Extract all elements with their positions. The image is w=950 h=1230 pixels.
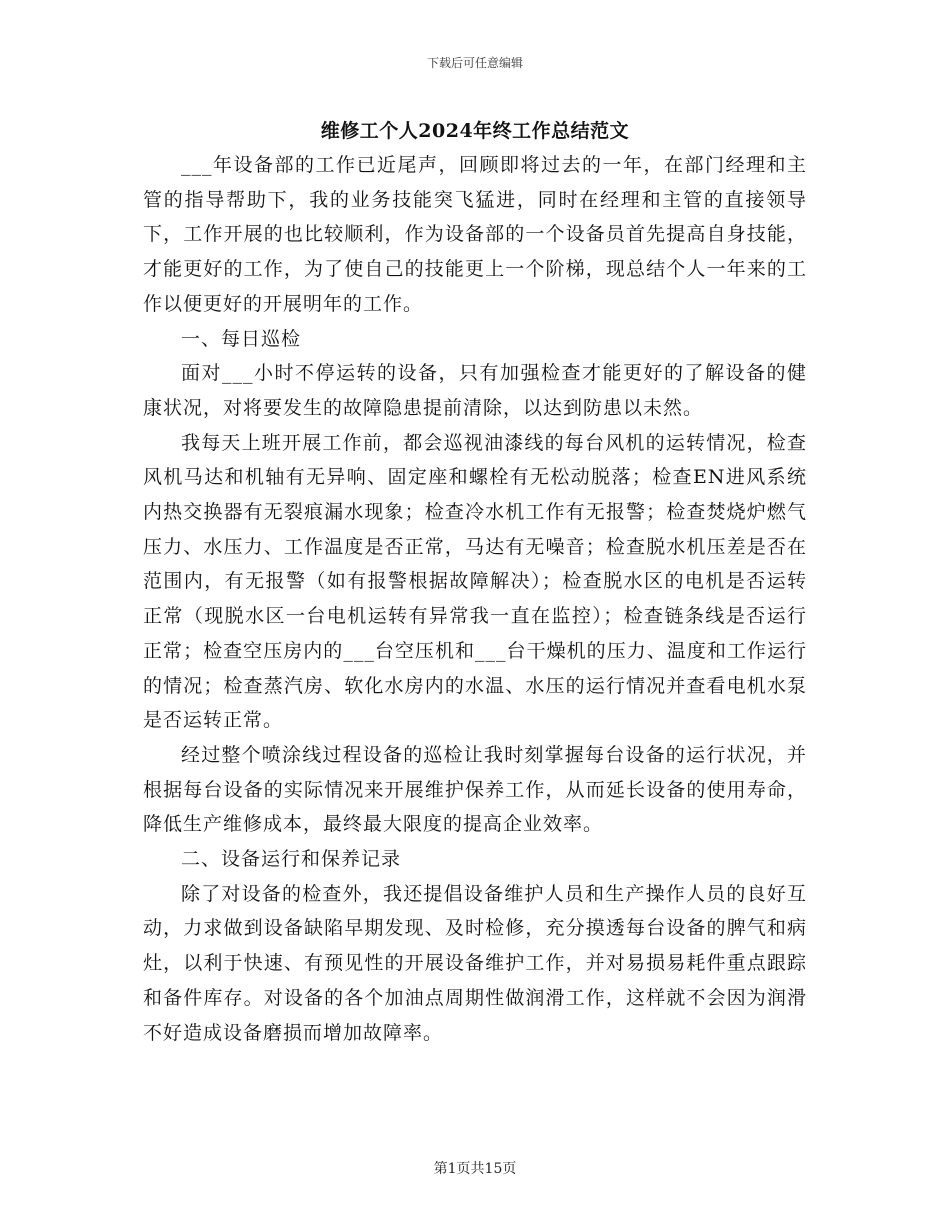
page-header-note: 下载后可任意编辑	[426, 56, 523, 70]
section-heading-daily-inspection: 一、每日巡检	[181, 327, 302, 350]
paragraph: 除了对设备的检查外，我还提倡设备维护人员和生产操作人员的良好互动，力求做到设备缺陷早期发现、及时检修，充分摸透每台设备的脾气和病灶，以利于快速、有预见性的开展设备维护工作，并对易损易耗件重点跟踪和备件库存。对设备的各个加油点周期性做润滑工作，这样就不会因为润滑不好造成设备磨损而增加故障率。	[143, 882, 807, 1044]
paragraph: 面对___小时不停运转的设备，只有加强检查才能更好的了解设备的健康状况，对将要发生的故障隐患提前清除，以达到防患以未然。	[143, 362, 807, 419]
paragraph-intro: ___年设备部的工作已近尾声，回顾即将过去的一年，在部门经理和主管的指导帮助下，我的业务技能突飞猛进，同时在经理和主管的直接领导下，工作开展的也比较顺利，作为设备部的一个设备员首先提高自身技能，才能更好的工作，为了使自己的技能更上一个阶梯，现总结个人一年来的工作以便更好的开展明年的工作。	[143, 154, 807, 315]
page-number: 第1页共15页	[433, 1161, 517, 1177]
paragraph: 经过整个喷涂线过程设备的巡检让我时刻掌握每台设备的运行状况，并根据每台设备的实际情况来开展维护保养工作，从而延长设备的使用寿命，降低生产维修成本，最终最大限度的提高企业效率。	[143, 743, 807, 836]
document-body	[143, 148, 807, 1050]
document-title: 维修工个人2024年终工作总结范文	[320, 120, 630, 142]
paragraph: 我每天上班开展工作前，都会巡视油漆线的每台风机的运转情况，检查风机马达和机轴有无异响、固定座和螺栓有无松动脱落；检查EN进风系统内热交换器有无裂痕漏水现象；检查冷水机工作有无报警；检查焚烧炉燃气压力、水压力、工作温度是否正常，马达有无噪音；检查脱水机压差是否在范围内，有无报警（如有报警根据故障解决）；检查脱水区的电机是否运转正常（现脱水区一台电机运转有异常我一直在监控）；检查链条线是否运行正常；检查空压房内的___台空压机和___台干燥机的压力、温度和工作运行的情况；检查蒸汽房、软化水房内的水温、水压的运行情况并查看电机水泵是否运转正常。	[143, 431, 807, 732]
section-heading-equipment-records: 二、设备运行和保养记录	[181, 848, 402, 871]
